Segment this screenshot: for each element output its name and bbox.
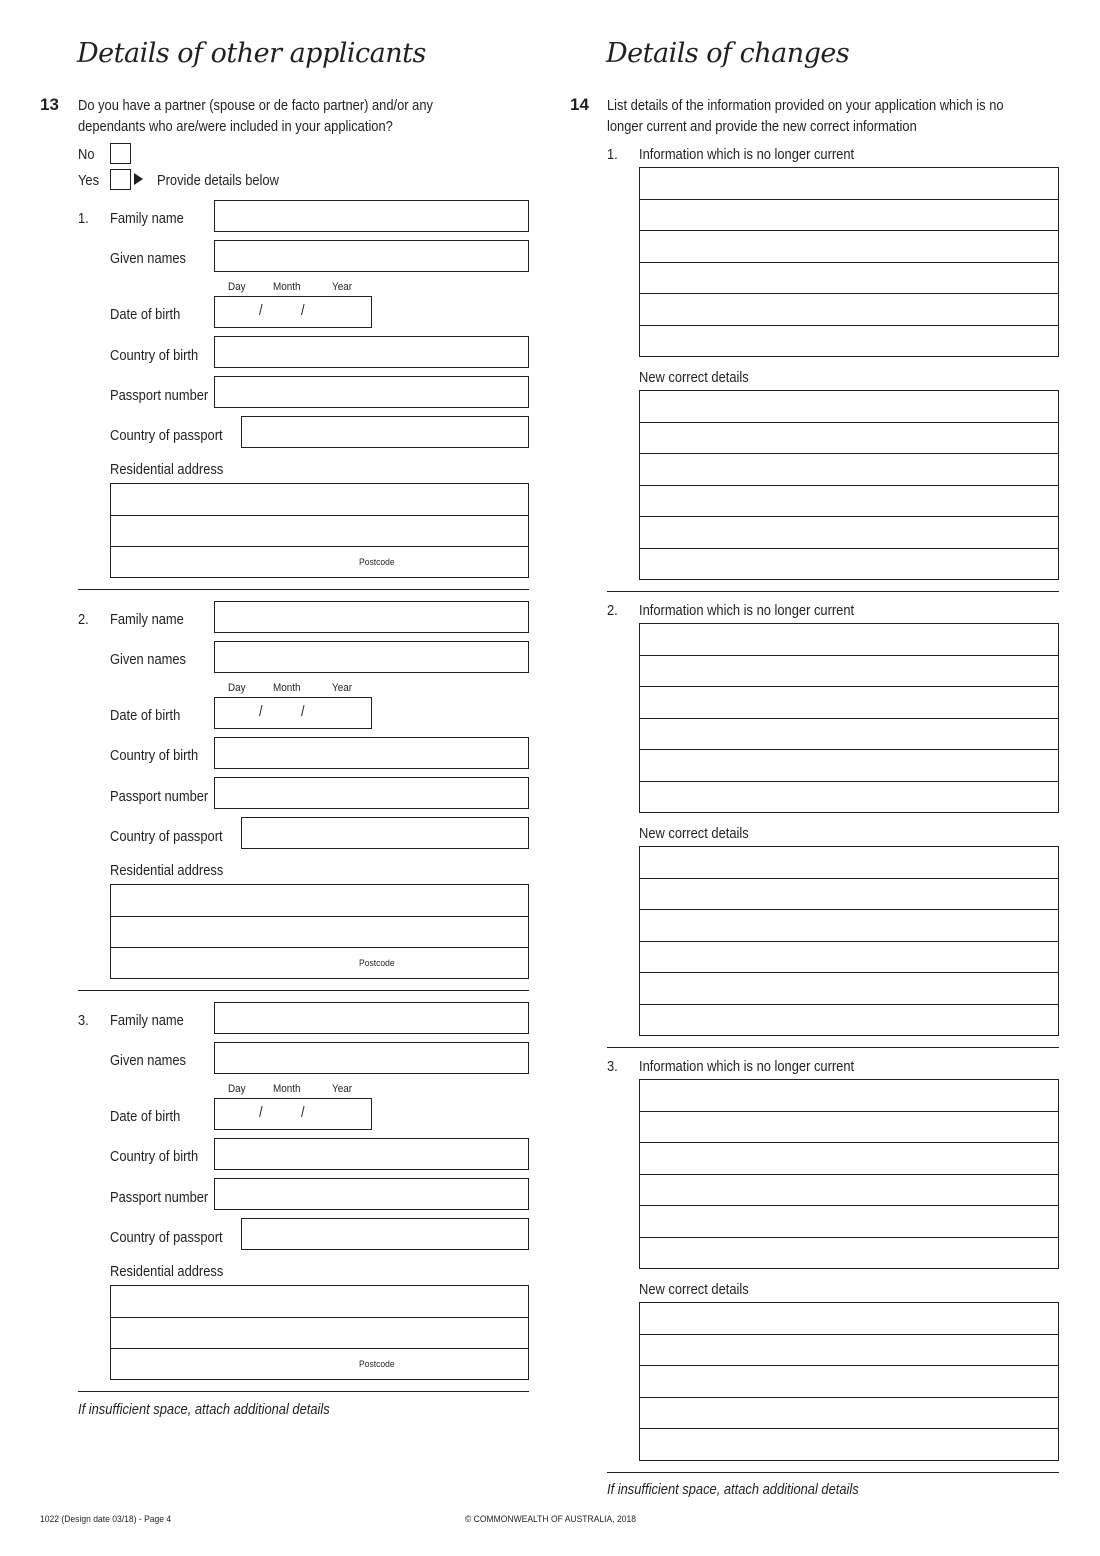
- country-of-birth-field[interactable]: [214, 737, 529, 769]
- text-line[interactable]: [640, 517, 1058, 549]
- date-separator: /: [259, 703, 263, 720]
- question-14-text-line2: longer current and provide the new correct information: [607, 118, 917, 135]
- passport-number-field[interactable]: [214, 376, 529, 408]
- question-number-14: 14: [570, 95, 589, 114]
- question-13-text-line1: Do you have a partner (spouse or de facto partner) and/or any: [78, 97, 433, 114]
- year-label: Year: [332, 281, 353, 293]
- divider: [607, 1472, 1059, 1473]
- applicant-index: 2.: [78, 611, 89, 628]
- month-label: Month: [273, 281, 301, 293]
- country-of-birth-label: Country of birth: [110, 347, 199, 364]
- text-line[interactable]: [640, 168, 1058, 200]
- residential-address-field[interactable]: [110, 483, 529, 578]
- insufficient-space-note-right: If insufficient space, attach additional details: [607, 1481, 859, 1498]
- text-line[interactable]: [640, 687, 1058, 719]
- text-line[interactable]: [640, 847, 1058, 879]
- residential-address-label: Residential address: [110, 862, 224, 879]
- given-names-field[interactable]: [214, 1042, 529, 1074]
- postcode-label: Postcode: [359, 958, 395, 969]
- new-correct-field[interactable]: [639, 846, 1059, 1036]
- yes-label: Yes: [78, 172, 100, 189]
- family-name-label: Family name: [110, 611, 184, 628]
- day-label: Day: [228, 682, 246, 694]
- country-of-passport-label: Country of passport: [110, 828, 223, 845]
- postcode-label: Postcode: [359, 557, 395, 568]
- address-line[interactable]: [111, 547, 528, 577]
- applicant-index: 1.: [78, 210, 89, 227]
- given-names-label: Given names: [110, 651, 187, 668]
- change-index: 3.: [607, 1058, 618, 1075]
- no-longer-current-label: Information which is no longer current: [639, 146, 855, 163]
- address-line[interactable]: [111, 516, 528, 547]
- text-line[interactable]: [640, 326, 1058, 357]
- passport-number-field[interactable]: [214, 1178, 529, 1210]
- month-label: Month: [273, 682, 301, 694]
- country-of-birth-field[interactable]: [214, 336, 529, 368]
- country-of-passport-field[interactable]: [241, 1218, 529, 1250]
- country-of-birth-label: Country of birth: [110, 747, 199, 764]
- date-of-birth-field[interactable]: [214, 697, 372, 729]
- applicant-index: 3.: [78, 1012, 89, 1029]
- text-line[interactable]: [640, 624, 1058, 656]
- given-names-field[interactable]: [214, 240, 529, 272]
- country-of-birth-field[interactable]: [214, 1138, 529, 1170]
- date-of-birth-field[interactable]: [214, 1098, 372, 1130]
- footer-page-info: 1022 (Design date 03/18) - Page 4: [40, 1514, 172, 1525]
- text-line[interactable]: [640, 719, 1058, 751]
- residential-address-field[interactable]: [110, 884, 529, 979]
- given-names-label: Given names: [110, 1052, 187, 1069]
- passport-number-label: Passport number: [110, 788, 209, 805]
- divider: [78, 589, 529, 590]
- divider: [78, 990, 529, 991]
- family-name-field[interactable]: [214, 601, 529, 633]
- footer-copyright: © COMMONWEALTH OF AUSTRALIA, 2018: [465, 1514, 636, 1525]
- text-line[interactable]: [640, 294, 1058, 326]
- day-label: Day: [228, 281, 246, 293]
- text-line[interactable]: [640, 1303, 1058, 1335]
- no-longer-current-field[interactable]: [639, 623, 1059, 813]
- address-line[interactable]: [111, 885, 528, 917]
- no-longer-current-field[interactable]: [639, 1079, 1059, 1269]
- address-line[interactable]: [111, 948, 528, 978]
- text-line[interactable]: [640, 1143, 1058, 1175]
- section-heading-details-of-changes: Details of changes: [606, 38, 850, 69]
- address-line[interactable]: [111, 1286, 528, 1318]
- given-names-label: Given names: [110, 250, 187, 267]
- question-14-text-line1: List details of the information provided on your application which is no: [607, 97, 1004, 114]
- question-number-13: 13: [40, 95, 59, 114]
- text-line[interactable]: [640, 1429, 1058, 1460]
- text-line[interactable]: [640, 656, 1058, 688]
- date-separator: /: [301, 703, 305, 720]
- no-longer-current-label: Information which is no longer current: [639, 602, 855, 619]
- text-line[interactable]: [640, 1112, 1058, 1144]
- text-line[interactable]: [640, 1175, 1058, 1207]
- text-line[interactable]: [640, 879, 1058, 911]
- given-names-field[interactable]: [214, 641, 529, 673]
- text-line[interactable]: [640, 1206, 1058, 1238]
- insufficient-space-note-left: If insufficient space, attach additional details: [78, 1401, 330, 1418]
- passport-number-label: Passport number: [110, 1189, 209, 1206]
- new-correct-field[interactable]: [639, 390, 1059, 580]
- text-line[interactable]: [640, 263, 1058, 295]
- day-label: Day: [228, 1083, 246, 1095]
- date-of-birth-label: Date of birth: [110, 306, 181, 323]
- year-label: Year: [332, 1083, 353, 1095]
- text-line[interactable]: [640, 391, 1058, 423]
- postcode-label: Postcode: [359, 1359, 395, 1370]
- yes-followup-text: Provide details below: [157, 172, 279, 189]
- new-correct-field[interactable]: [639, 1302, 1059, 1461]
- residential-address-label: Residential address: [110, 461, 224, 478]
- family-name-field[interactable]: [214, 200, 529, 232]
- text-line[interactable]: [640, 973, 1058, 1005]
- country-of-passport-field[interactable]: [241, 416, 529, 448]
- text-line[interactable]: [640, 486, 1058, 518]
- address-line[interactable]: [111, 1318, 528, 1349]
- country-of-passport-field[interactable]: [241, 817, 529, 849]
- no-longer-current-label: Information which is no longer current: [639, 1058, 855, 1075]
- new-correct-label: New correct details: [639, 825, 749, 842]
- no-label: No: [78, 146, 95, 163]
- passport-number-label: Passport number: [110, 387, 209, 404]
- address-line[interactable]: [111, 484, 528, 516]
- month-label: Month: [273, 1083, 301, 1095]
- text-line[interactable]: [640, 231, 1058, 263]
- residential-address-field[interactable]: [110, 1285, 529, 1380]
- family-name-field[interactable]: [214, 1002, 529, 1034]
- text-line[interactable]: [640, 1398, 1058, 1430]
- family-name-label: Family name: [110, 1012, 184, 1029]
- text-line[interactable]: [640, 549, 1058, 580]
- text-line[interactable]: [640, 942, 1058, 974]
- date-separator: /: [301, 1104, 305, 1121]
- section-heading-other-applicants: Details of other applicants: [77, 38, 426, 69]
- text-line[interactable]: [640, 1238, 1058, 1269]
- country-of-birth-label: Country of birth: [110, 1148, 199, 1165]
- text-line[interactable]: [640, 1335, 1058, 1367]
- year-label: Year: [332, 682, 353, 694]
- address-line[interactable]: [111, 917, 528, 948]
- text-line[interactable]: [640, 454, 1058, 486]
- date-separator: /: [301, 302, 305, 319]
- date-separator: /: [259, 1104, 263, 1121]
- text-line[interactable]: [640, 423, 1058, 455]
- date-of-birth-field[interactable]: [214, 296, 372, 328]
- no-longer-current-field[interactable]: [639, 167, 1059, 357]
- text-line[interactable]: [640, 750, 1058, 782]
- new-correct-label: New correct details: [639, 369, 749, 386]
- divider: [607, 1047, 1059, 1048]
- passport-number-field[interactable]: [214, 777, 529, 809]
- address-line[interactable]: [111, 1349, 528, 1379]
- date-of-birth-label: Date of birth: [110, 707, 181, 724]
- question-13-text-line2: dependants who are/were included in your application?: [78, 118, 393, 135]
- residential-address-label: Residential address: [110, 1263, 224, 1280]
- change-index: 2.: [607, 602, 618, 619]
- divider: [607, 591, 1059, 592]
- text-line[interactable]: [640, 910, 1058, 942]
- country-of-passport-label: Country of passport: [110, 1229, 223, 1246]
- text-line[interactable]: [640, 1080, 1058, 1112]
- text-line[interactable]: [640, 200, 1058, 232]
- date-separator: /: [259, 302, 263, 319]
- change-index: 1.: [607, 146, 618, 163]
- text-line[interactable]: [640, 1366, 1058, 1398]
- divider: [78, 1391, 529, 1392]
- country-of-passport-label: Country of passport: [110, 427, 223, 444]
- family-name-label: Family name: [110, 210, 184, 227]
- text-line[interactable]: [640, 782, 1058, 813]
- new-correct-label: New correct details: [639, 1281, 749, 1298]
- date-of-birth-label: Date of birth: [110, 1108, 181, 1125]
- text-line[interactable]: [640, 1005, 1058, 1036]
